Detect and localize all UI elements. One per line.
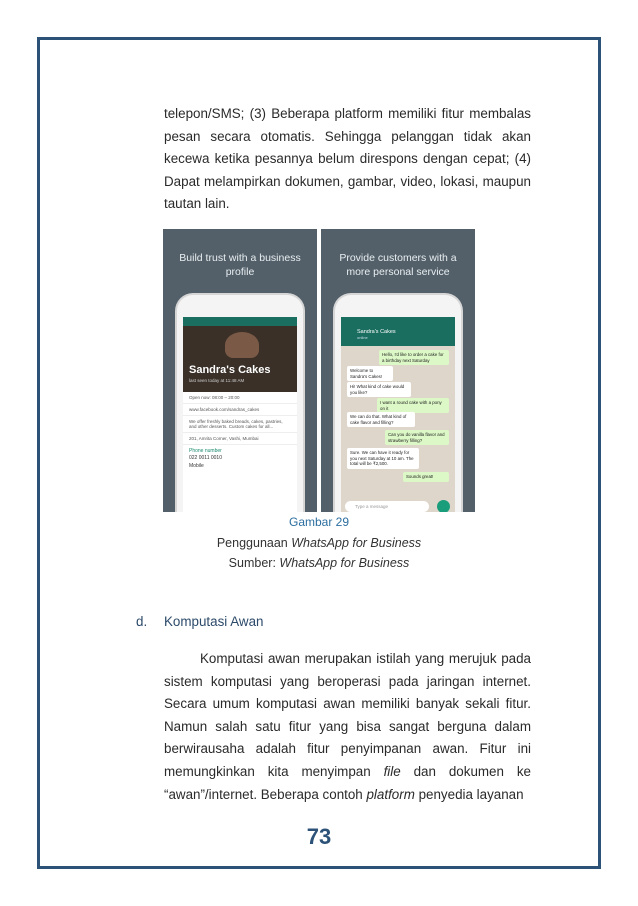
figure-panel-left xyxy=(163,229,317,512)
figure-number: Gambar 29 xyxy=(288,515,350,529)
paragraph-2-italic2: platform xyxy=(366,786,415,802)
figure-image xyxy=(163,229,475,512)
chat-messages xyxy=(341,346,455,512)
paragraph-2-part1: Komputasi awan merupakan istilah yang merujuk pada sistem komputasi yang beroperasi pada jaringan internet. Secara umum komputasi awan memiliki banyak sekali fitur. Namun salah satu fitur yang bisa sangat berguna dalam berwirausaha adalah fitur penyimpanan awan. Fitur ini memungkinkan kita menyimpan xyxy=(164,651,531,779)
chat-header xyxy=(341,326,455,346)
left-panel-caption: Build trust with a business profile xyxy=(179,252,301,278)
chat-message: Hello, I'd like to order a cake for a birthday next Saturday xyxy=(379,350,449,365)
paragraph-2-part3: penyedia layanan xyxy=(414,786,524,802)
mic-icon xyxy=(437,500,450,512)
paragraph-2 xyxy=(164,648,531,806)
phone-number-label: Phone number xyxy=(189,448,222,454)
paragraph-1 xyxy=(164,103,531,216)
chat-message: We can do that. What kind of cake flavor and filling? xyxy=(347,412,415,427)
section-letter: d. xyxy=(136,614,148,629)
chat-message: Hi! What kind of cake would you like? xyxy=(347,382,411,397)
chat-message: Sounds great! xyxy=(403,472,449,482)
figure-panel-right xyxy=(321,229,475,512)
status-bar xyxy=(341,317,455,326)
chat-screen xyxy=(341,317,455,512)
chat-message: I want a round cake with a pony on it xyxy=(377,398,449,413)
business-subtitle: last seen today at 11:48 AM xyxy=(189,378,245,383)
page-number: 73 xyxy=(306,824,332,849)
phone-number-type: Mobile xyxy=(189,463,204,469)
chat-message: Can you do vanilla flavor and strawberry filling? xyxy=(385,430,449,445)
message-composer: Type a message xyxy=(345,501,429,512)
chat-message: Sure. We can have it ready for you next Saturday at 10 am. The total will be ₹2,500. xyxy=(347,448,419,469)
business-profile-screen xyxy=(183,317,297,512)
profile-row-website: www.facebook.com/sandras_cakes xyxy=(183,404,297,416)
figure-title xyxy=(0,536,638,550)
figure-title-italic: WhatsApp for Business xyxy=(291,536,422,550)
figure-source xyxy=(0,556,638,570)
paragraph-2-part2: dan dokumen ke “awan”/internet. Beberapa contoh xyxy=(164,763,531,802)
chat-contact-name: Sandra's Cakes xyxy=(357,329,396,335)
phone-mockup-left xyxy=(177,295,303,512)
phone-number-value: 022 0011 0010 xyxy=(189,455,222,461)
status-bar xyxy=(183,317,297,326)
profile-row-description: We offer freshly baked breads, cakes, pastries, and other desserts. Custom cakes for all... xyxy=(183,416,297,433)
profile-row-hours: Open now: 08:00 – 20:00 xyxy=(183,392,297,404)
figure-title-prefix: Penggunaan xyxy=(216,536,292,550)
figure-source-italic: WhatsApp for Business xyxy=(279,556,410,570)
cake-photo xyxy=(225,332,259,358)
section-title: Komputasi Awan xyxy=(164,614,264,629)
paragraph-1-text: telepon/SMS; (3) Beberapa platform memiliki fitur membalas pesan secara otomatis. Sehingga pelanggan tidak akan kecewa ketika pesannya belum direspons dengan cepat; (4) Dapat melampirkan dokumen, gambar, video, lokasi, maupun tautan lain. xyxy=(164,106,531,212)
right-panel-caption: Provide customers with a more personal service xyxy=(339,252,457,278)
paragraph-2-italic1: file xyxy=(383,763,401,779)
profile-header xyxy=(183,326,297,392)
business-name: Sandra's Cakes xyxy=(189,364,271,376)
figure-source-prefix: Sumber: xyxy=(228,556,280,570)
phone-mockup-right xyxy=(335,295,461,512)
profile-row-address: 201, Amrita Corner, Vashi, Mumbai xyxy=(183,433,297,445)
chat-contact-status: online xyxy=(357,335,368,340)
chat-message: Welcome to Sandra's Cakes! xyxy=(347,366,393,381)
